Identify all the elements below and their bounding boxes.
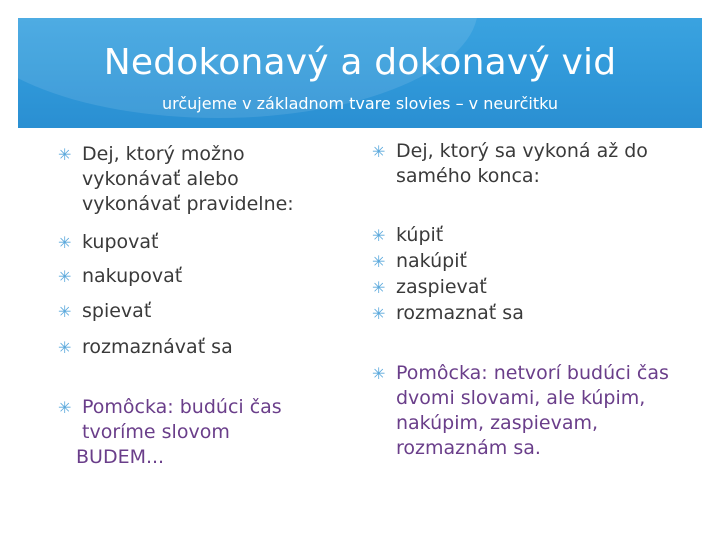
list-item: [58, 264, 333, 299]
list-item: [372, 223, 682, 249]
list-item: [58, 299, 333, 335]
left-definition-text: Dej, ktorý možno vykonávať alebo vykonávať pravidelne:: [82, 143, 294, 215]
left-hint: [58, 395, 333, 445]
star-bullet-icon: ✳: [372, 278, 386, 297]
list-item: [372, 301, 682, 361]
right-hint-text: Pomôcka: netvorí budúci čas dvomi slovami, ale kúpim, nakúpim, zaspievam, rozmaznám sa.: [396, 362, 669, 459]
star-bullet-icon: ✳: [58, 267, 72, 286]
star-bullet-icon: ✳: [372, 226, 386, 245]
word-text: nakupovať: [82, 265, 183, 287]
word-text: kupovať: [82, 231, 159, 253]
word-text: spievať: [82, 300, 152, 322]
right-column: [372, 139, 682, 461]
star-bullet-icon: ✳: [372, 142, 386, 161]
title-banner: [18, 18, 702, 128]
star-bullet-icon: ✳: [372, 304, 386, 323]
list-item: [372, 249, 682, 275]
list-item: [372, 275, 682, 301]
word-text: nakúpiť: [396, 250, 467, 272]
left-column: [58, 142, 333, 470]
slide-subtitle: určujeme v základnom tvare slovies – v neurčitku: [161, 94, 558, 113]
star-bullet-icon: ✳: [372, 364, 386, 383]
left-hint-tail: BUDEM...: [76, 446, 165, 468]
right-definition: [372, 139, 682, 223]
slide-title: Nedokonavý a dokonavý vid: [103, 42, 617, 83]
word-text: zaspievať: [396, 276, 487, 298]
word-text: rozmaznávať sa: [82, 336, 233, 358]
list-item: [58, 335, 333, 395]
star-bullet-icon: ✳: [58, 338, 72, 357]
word-text: kúpiť: [396, 224, 444, 246]
star-bullet-icon: ✳: [58, 233, 72, 252]
star-bullet-icon: ✳: [58, 302, 72, 321]
left-definition: [58, 142, 333, 230]
star-bullet-icon: ✳: [372, 252, 386, 271]
right-hint: [372, 361, 682, 461]
star-bullet-icon: ✳: [58, 145, 72, 164]
list-item: [58, 230, 333, 264]
left-hint-text: Pomôcka: budúci čas tvoríme slovom: [82, 396, 282, 443]
word-text: rozmaznať sa: [396, 302, 524, 324]
right-definition-text: Dej, ktorý sa vykoná až do samého konca:: [396, 140, 648, 187]
star-bullet-icon: ✳: [58, 398, 72, 417]
